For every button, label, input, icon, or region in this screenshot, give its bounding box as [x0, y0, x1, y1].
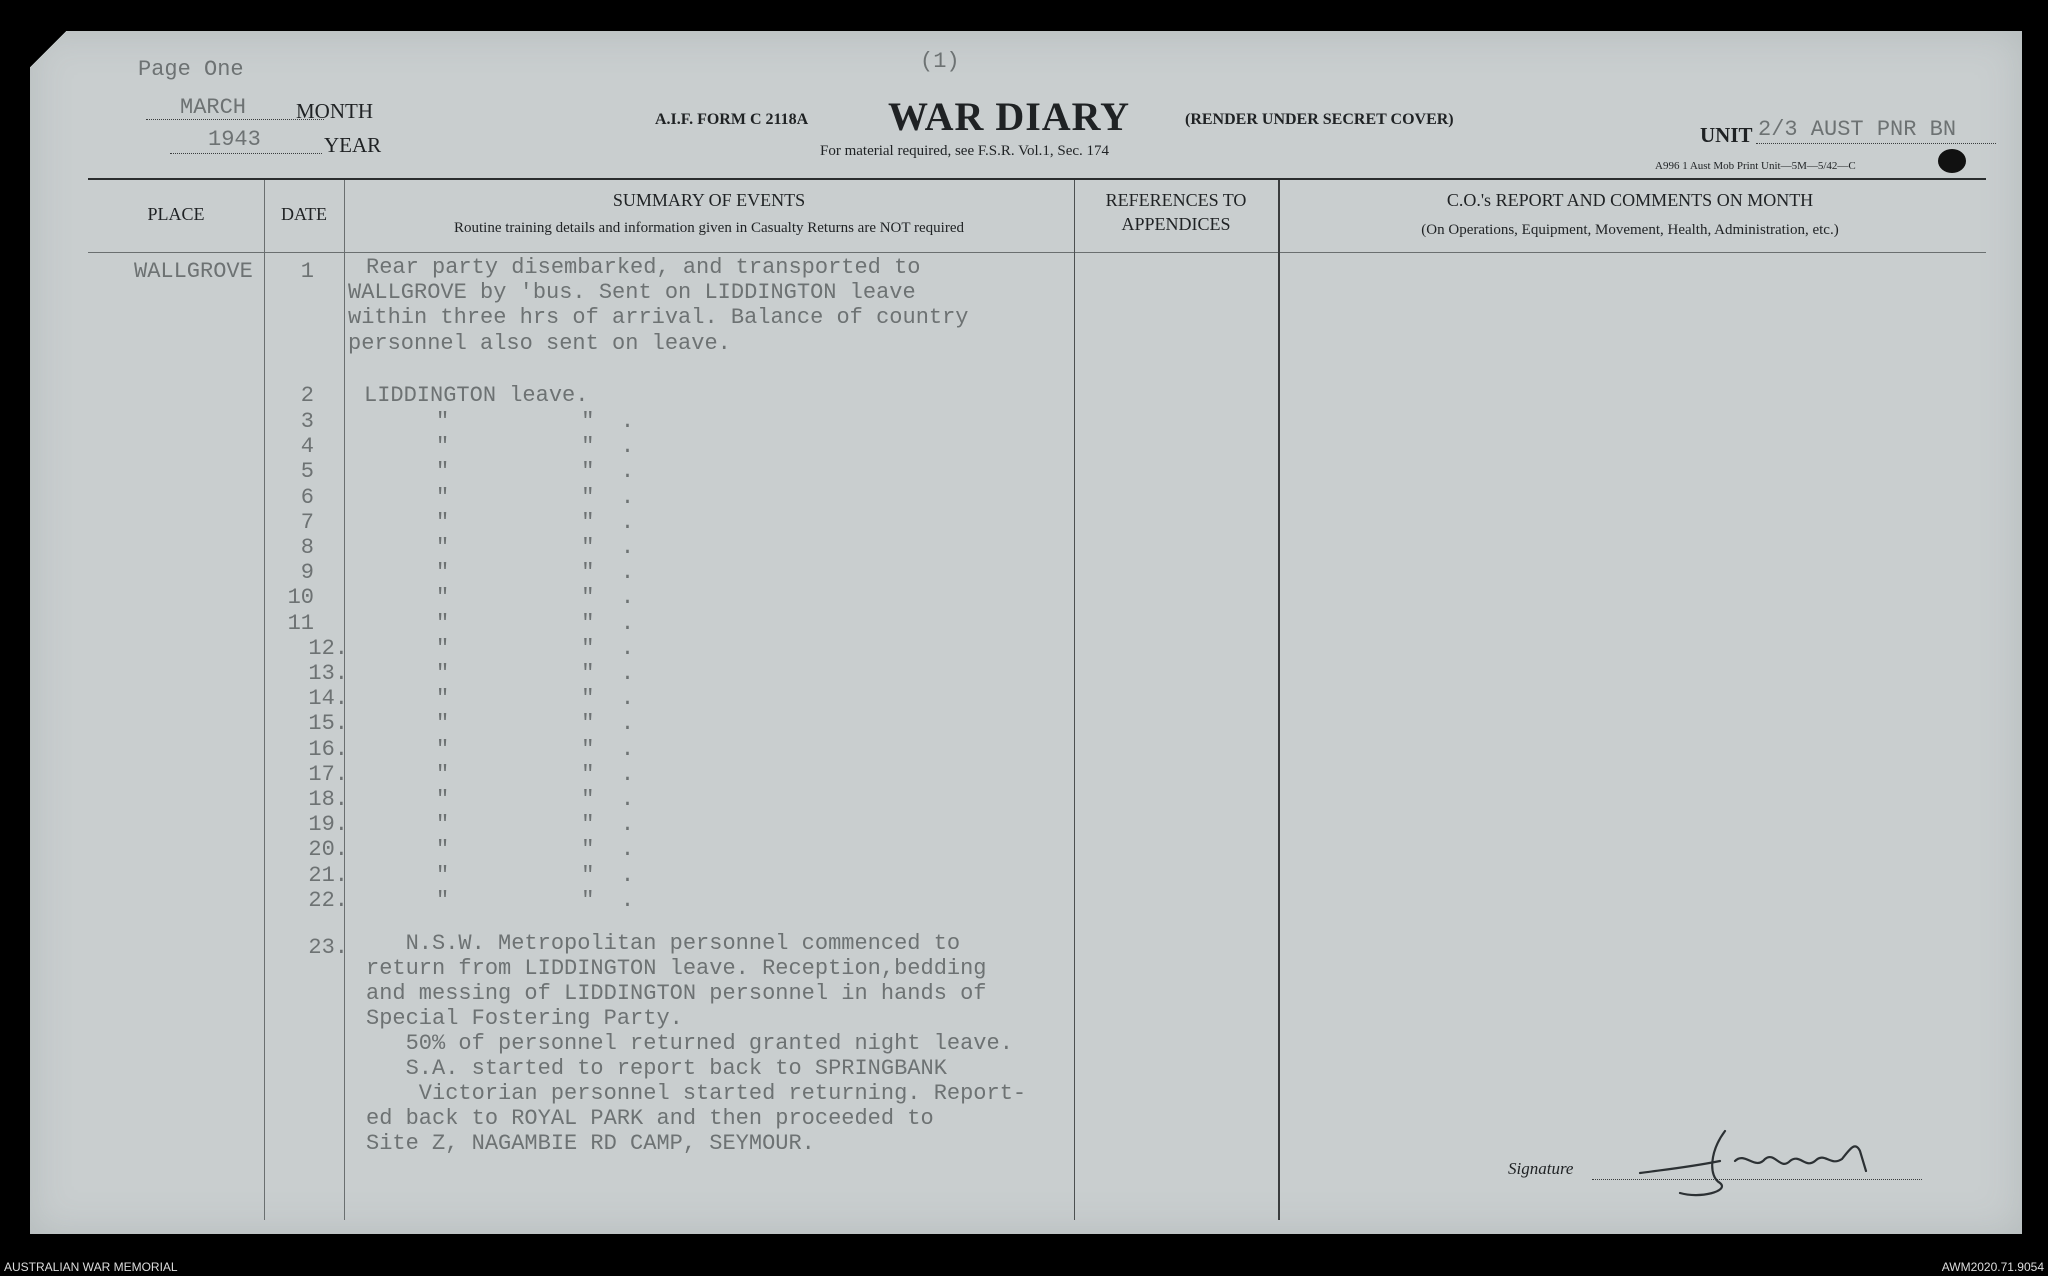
ditto-date: 10: [287, 585, 314, 611]
unit-value: 2/3 AUST PNR BN: [1758, 117, 1957, 142]
ditto-mark: " " .: [436, 837, 635, 863]
summary-day23-line: S.A. started to report back to SPRINGBANK: [366, 1056, 947, 1081]
diary-sheet: [30, 31, 2022, 1234]
col-header-report-note: (On Operations, Equipment, Movement, Health, Administration, etc.): [1421, 222, 1839, 238]
summary-day23-line: return from LIDDINGTON leave. Reception,bedding: [366, 956, 987, 981]
year-dotline: [170, 153, 322, 154]
col-header-references: REFERENCES TO: [1105, 190, 1247, 210]
ditto-mark: " " .: [436, 585, 635, 611]
ink-blot: [1938, 149, 1966, 173]
ditto-date: 3: [300, 409, 314, 434]
ditto-mark: " " .: [436, 509, 635, 535]
year-value: 1943: [208, 127, 261, 152]
ditto-date: 11: [287, 610, 314, 636]
ditto-mark: " " .: [436, 787, 635, 812]
col-header-summary: SUMMARY OF EVENTS: [612, 190, 806, 210]
printer-note: A996 1 Aust Mob Print Unit—5M—5/42—C: [1655, 160, 1856, 172]
ditto-date: 5: [300, 459, 314, 485]
summary-day23-line: 50% of personnel returned granted night leave.: [366, 1031, 1013, 1056]
form-subtitle: For material required, see F.S.R. Vol.1, Sec. 174: [820, 143, 1110, 159]
ditto-mark: " " .: [436, 484, 635, 510]
ditto-date: 8: [300, 535, 314, 560]
ditto-mark: " " .: [436, 812, 635, 838]
ditto-date: 9: [300, 560, 314, 586]
ditto-date: 15.: [308, 711, 348, 737]
page-label: Page One: [138, 57, 244, 82]
ditto-date: 18.: [308, 787, 348, 812]
summary-day23-line: ed back to ROYAL PARK and then proceeded to: [366, 1106, 934, 1131]
col-divider-references: [1278, 180, 1280, 1220]
ditto-mark: " " .: [436, 661, 635, 686]
month-value: MARCH: [180, 95, 247, 120]
ditto-mark: " " .: [436, 887, 635, 913]
header-bottom-rule: [88, 252, 1986, 253]
ditto-mark: " " .: [436, 535, 635, 560]
col-header-report: C.O.'s REPORT AND COMMENTS ON MONTH: [1446, 190, 1814, 210]
handwritten-signature: [1630, 1121, 1900, 1201]
col-header-place: PLACE: [147, 204, 205, 224]
col-divider-place: [264, 180, 265, 1220]
ditto-date: 19.: [308, 812, 348, 838]
summary-day1-line: Rear party disembarked, and transported to: [366, 255, 921, 280]
summary-day2: LIDDINGTON leave.: [364, 383, 589, 408]
date-2: 2: [300, 383, 314, 408]
summary-day23-line: Site Z, NAGAMBIE RD CAMP, SEYMOUR.: [366, 1131, 815, 1156]
summary-day1-line: WALLGROVE by 'bus. Sent on LIDDINGTON leave: [348, 280, 916, 305]
ditto-mark: " " .: [436, 711, 635, 737]
date-1: 1: [300, 259, 314, 284]
ditto-date: 22.: [308, 887, 348, 913]
summary-day1-line: personnel also sent on leave.: [348, 331, 731, 356]
place-value: WALLGROVE: [134, 259, 253, 284]
ditto-date: 16.: [308, 736, 348, 762]
ditto-mark: " " .: [436, 736, 635, 762]
ditto-mark: " " .: [436, 635, 635, 661]
ditto-date: 13.: [308, 661, 348, 686]
form-code: A.I.F. FORM C 2118A: [655, 111, 809, 128]
unit-label: UNIT: [1700, 123, 1753, 147]
ditto-date: 21.: [308, 862, 348, 888]
summary-day23-line: N.S.W. Metropolitan personnel commenced to: [366, 931, 961, 956]
page-number: (1): [920, 49, 960, 74]
ditto-mark: " " .: [436, 434, 635, 460]
ditto-mark: " " .: [436, 459, 635, 485]
col-header-appendices: APPENDICES: [1121, 214, 1231, 234]
summary-day23-line: and messing of LIDDINGTON personnel in hands of: [366, 981, 987, 1006]
header-top-rule: [88, 178, 1986, 180]
col-header-date: DATE: [281, 204, 327, 224]
ditto-date: 14.: [308, 686, 348, 712]
ditto-mark: " " .: [436, 409, 635, 434]
ditto-date: 6: [300, 484, 314, 510]
diary-title: WAR DIARY: [888, 94, 1131, 139]
ditto-date: 4: [300, 434, 314, 460]
col-header-summary-note: Routine training details and information given in Casualty Returns are NOT required: [453, 220, 965, 236]
ditto-date: 7: [300, 509, 314, 535]
ditto-date: 20.: [308, 837, 348, 863]
year-label: YEAR: [324, 133, 382, 157]
ditto-mark: " " .: [436, 560, 635, 586]
summary-day1-line: within three hrs of arrival. Balance of country: [348, 305, 969, 330]
ditto-mark: " " .: [436, 610, 635, 636]
summary-day23-line: Victorian personnel started returning. Report-: [366, 1081, 1027, 1106]
date-23: 23.: [308, 935, 348, 960]
secret-note: (RENDER UNDER SECRET COVER): [1185, 111, 1454, 128]
footer-right: AWM2020.71.9054: [1941, 1260, 2044, 1274]
signature-label: Signature: [1508, 1159, 1574, 1178]
month-label: MONTH: [296, 99, 373, 123]
ditto-mark: " " .: [436, 686, 635, 712]
ditto-mark: " " .: [436, 761, 635, 787]
col-divider-summary: [1074, 180, 1075, 1220]
footer-left: AUSTRALIAN WAR MEMORIAL: [4, 1260, 178, 1274]
ditto-date: 17.: [308, 761, 348, 787]
unit-dotline: [1756, 143, 1996, 144]
ditto-mark: " " .: [436, 862, 635, 888]
ditto-date: 12.: [308, 635, 348, 661]
summary-day23-line: Special Fostering Party.: [366, 1006, 683, 1031]
